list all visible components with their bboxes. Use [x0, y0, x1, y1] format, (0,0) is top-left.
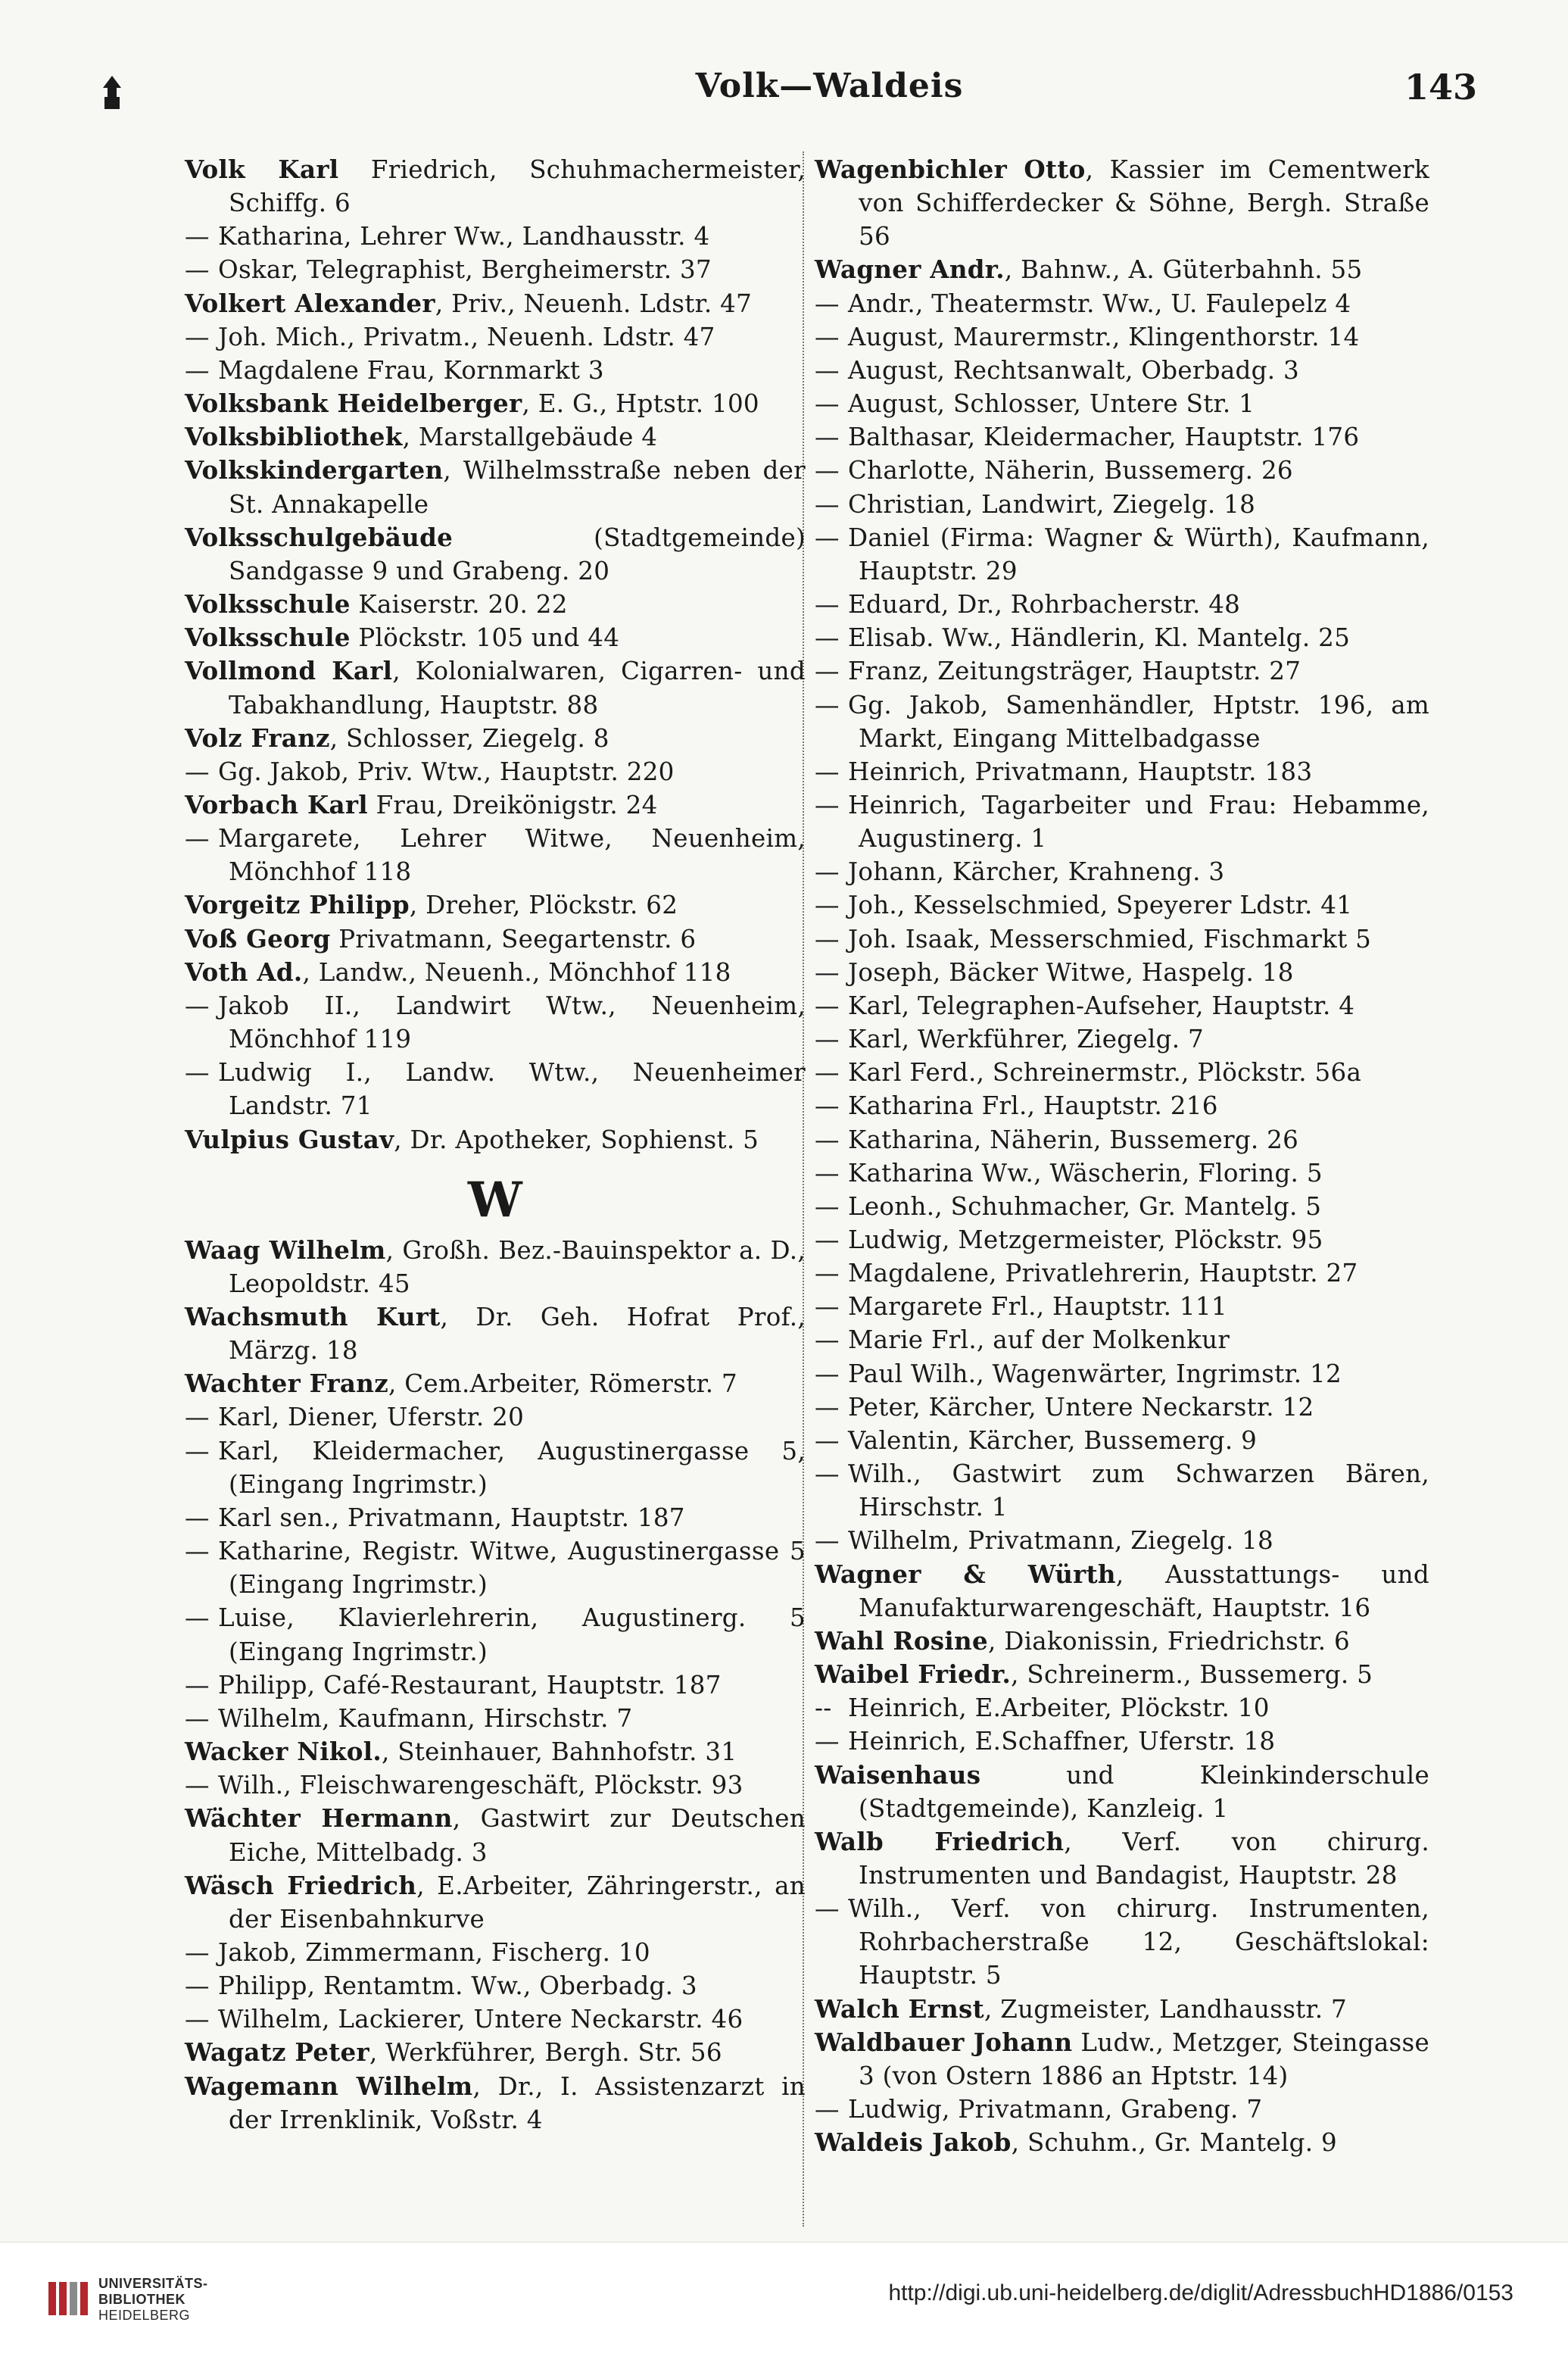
entry-details: Wilh., Gastwirt zum Schwarzen Bären, Hirschstr. 1	[848, 1459, 1429, 1522]
directory-entry	[185, 1501, 806, 1534]
entry-details: Friedrich, Schuhmachermeister, Schiffg. 6	[229, 155, 806, 218]
repeat-dash: --	[815, 1693, 832, 1723]
entry-details: Magdalene Frau, Kornmarkt 3	[218, 355, 604, 385]
repeat-dash: —	[815, 1191, 840, 1221]
directory-entry	[185, 1601, 806, 1668]
directory-entry	[815, 654, 1429, 688]
repeat-dash: —	[815, 489, 840, 519]
directory-entry	[815, 755, 1429, 788]
entry-details: Gg. Jakob, Priv. Wtw., Hauptstr. 220	[218, 757, 675, 786]
entry-details: Jakob, Zimmermann, Fischerg. 10	[218, 1937, 650, 1967]
pointing-hand-icon	[97, 74, 127, 112]
entry-name: Wagatz Peter	[185, 2037, 369, 2068]
entry-details: , Cem.Arbeiter, Römerstr. 7	[388, 1369, 737, 1399]
repeat-dash: —	[815, 1325, 840, 1355]
directory-entry	[815, 153, 1429, 253]
library-logo-text	[98, 2276, 208, 2324]
entry-name: Wacker Nikol.	[185, 1737, 382, 1767]
directory-entry	[185, 387, 806, 420]
entry-details: Joh. Isaak, Messerschmied, Fischmarkt 5	[848, 924, 1372, 954]
directory-entry	[185, 1802, 806, 1868]
entry-name: Wagner & Würth	[815, 1559, 1116, 1589]
entry-details: , Bahnw., A. Güterbahnh. 55	[1004, 255, 1363, 285]
directory-entry	[815, 588, 1429, 621]
repeat-dash: —	[185, 322, 210, 351]
entry-details: Magdalene, Privatlehrerin, Hauptstr. 27	[848, 1259, 1358, 1288]
entry-details: , Schreinerm., Bussemerg. 5	[1011, 1660, 1373, 1690]
repeat-dash: —	[815, 690, 840, 719]
directory-entry	[815, 287, 1429, 320]
entry-name: Waldbauer Johann	[815, 2027, 1073, 2057]
entry-details: Karl, Telegraphen-Aufseher, Hauptstr. 4	[848, 991, 1355, 1020]
directory-entry	[185, 354, 806, 387]
directory-entry	[815, 1759, 1429, 1825]
repeat-dash: —	[815, 1259, 840, 1288]
entry-details: , Schuhm., Gr. Mantelg. 9	[1011, 2128, 1337, 2158]
repeat-dash: —	[185, 355, 210, 385]
entry-name: Waag Wilhelm	[185, 1235, 386, 1265]
directory-entry	[815, 521, 1429, 588]
entry-details: Johann, Kärcher, Krahneng. 3	[848, 857, 1225, 887]
directory-entry	[815, 1357, 1429, 1391]
entry-details: Wilhelm, Kaufmann, Hirschstr. 7	[218, 1703, 633, 1733]
entry-details: Charlotte, Näherin, Bussemerg. 26	[848, 456, 1293, 485]
repeat-dash: —	[815, 957, 840, 987]
repeat-dash: —	[185, 1771, 210, 1800]
directory-entry	[185, 888, 806, 922]
entry-details: Karl Ferd., Schreinermstr., Plöckstr. 56a	[848, 1058, 1362, 1088]
directory-entry	[185, 1702, 806, 1735]
directory-entry	[815, 855, 1429, 888]
entry-name: Volksbibliothek	[185, 422, 403, 452]
entry-name: Wäsch Friedrich	[185, 1870, 417, 1900]
entry-name: Waibel Friedr.	[815, 1659, 1012, 1690]
directory-entry	[815, 320, 1429, 354]
repeat-dash: —	[815, 657, 840, 686]
repeat-dash: —	[185, 2005, 210, 2034]
entry-name: Volksschule	[185, 623, 351, 653]
repeat-dash: —	[815, 423, 840, 452]
entry-name: Wachter Franz	[185, 1369, 388, 1399]
entry-details: Wilhelm, Privatmann, Ziegelg. 18	[848, 1526, 1274, 1556]
page-number: 143	[1404, 67, 1477, 108]
entry-details: , Werkführer, Bergh. Str. 56	[369, 2038, 722, 2068]
directory-entry	[815, 1123, 1429, 1156]
directory-entry	[185, 521, 806, 588]
entry-name: Vulpius Gustav	[185, 1124, 394, 1154]
entry-details: Katharine, Registr. Witwe, Augustinergasse 5 (Eingang Ingrimstr.)	[218, 1537, 806, 1600]
entry-details: Katharina Ww., Wäscherin, Floring. 5	[848, 1158, 1323, 1188]
entry-details: Elisab. Ww., Händlerin, Kl. Mantelg. 25	[848, 623, 1351, 653]
entry-details: , Verf. von chirurg. Instrumenten und Bandagist, Hauptstr. 28	[859, 1827, 1429, 1890]
directory-entry	[185, 1869, 806, 1936]
directory-entry	[815, 1223, 1429, 1256]
directory-entry	[815, 488, 1429, 521]
entry-details: Philipp, Rentamtm. Ww., Oberbadg. 3	[218, 1971, 697, 2001]
entry-details: , Kassier im Cementwerk von Schifferdecker & Söhne, Bergh. Straße 56	[859, 155, 1429, 251]
repeat-dash: —	[815, 1025, 840, 1054]
directory-entry	[815, 1658, 1429, 1691]
entry-details: August, Rechtsanwalt, Oberbadg. 3	[848, 355, 1299, 385]
entry-details: Jakob II., Landwirt Wtw., Neuenheim, Mönchhof 119	[218, 991, 806, 1054]
repeat-dash: —	[815, 1894, 840, 1924]
entry-details: Christian, Landwirt, Ziegelg. 18	[848, 489, 1256, 519]
entry-details: Leonh., Schuhmacher, Gr. Mantelg. 5	[848, 1191, 1322, 1221]
directory-entry	[815, 2093, 1429, 2126]
entry-details: , Großh. Bez.-Bauinspektor a. D., Leopoldstr. 45	[229, 1235, 806, 1298]
entry-details: August, Schlosser, Untere Str. 1	[848, 389, 1255, 419]
repeat-dash: —	[815, 623, 840, 653]
entry-name: Waldeis Jakob	[815, 2127, 1012, 2158]
entry-name: Walb Friedrich	[815, 1826, 1065, 1856]
entry-details: , Dr. Apotheker, Sophienst. 5	[394, 1125, 759, 1154]
directory-entry	[815, 956, 1429, 989]
entry-details: Andr., Theatermstr. Ww., U. Faulepelz 4	[848, 289, 1351, 318]
directory-entry	[185, 1668, 806, 1702]
directory-entry	[185, 1534, 806, 1601]
entry-details: Oskar, Telegraphist, Bergheimerstr. 37	[218, 255, 712, 285]
repeat-dash: —	[185, 1937, 210, 1967]
directory-entry	[815, 1524, 1429, 1557]
directory-entry	[815, 253, 1429, 286]
entry-name: Vorgeitz Philipp	[185, 890, 410, 920]
directory-entry	[815, 1089, 1429, 1122]
directory-entry	[815, 621, 1429, 654]
directory-entry	[185, 220, 806, 253]
directory-entry	[185, 755, 806, 788]
directory-entry	[815, 1424, 1429, 1457]
entry-details: Heinrich, Tagarbeiter und Frau: Hebamme, Augustinerg. 1	[848, 790, 1429, 854]
directory-entry	[815, 1323, 1429, 1356]
directory-entry	[815, 2026, 1429, 2093]
entry-details: Balthasar, Kleidermacher, Hauptstr. 176	[848, 423, 1360, 452]
entry-details: Karl, Werkführer, Ziegelg. 7	[848, 1025, 1204, 1054]
entry-details: , Dr., I. Assistenzarzt in der Irrenklinik, Voßstr. 4	[229, 2071, 806, 2134]
repeat-dash: —	[185, 1670, 210, 1700]
entry-details: Joh., Kesselschmied, Speyerer Ldstr. 41	[848, 891, 1353, 920]
entry-details: , Steinhauer, Bahnhofstr. 31	[381, 1737, 737, 1767]
directory-entry	[815, 1290, 1429, 1323]
directory-entry	[815, 1625, 1429, 1658]
repeat-dash: —	[185, 1058, 210, 1088]
page-header	[182, 67, 1477, 120]
entry-details: Kaiserstr. 20. 22	[350, 590, 568, 620]
directory-entry	[185, 654, 806, 721]
entry-details: , Diakonissin, Friedrichstr. 6	[987, 1626, 1351, 1656]
directory-entry	[815, 454, 1429, 487]
directory-entry	[815, 888, 1429, 922]
directory-entry	[815, 387, 1429, 420]
directory-entry	[815, 1825, 1429, 1892]
directory-entry	[185, 1056, 806, 1122]
directory-entry	[815, 788, 1429, 855]
source-url-link[interactable]: http://digi.ub.uni-heidelberg.de/diglit/AdressbuchHD1886/0153	[888, 2280, 1513, 2305]
entry-details: , E. G., Hptstr. 100	[522, 389, 759, 419]
repeat-dash: —	[815, 523, 840, 552]
entry-name: Wagemann Wilhelm	[185, 2071, 473, 2101]
directory-entry	[815, 420, 1429, 454]
repeat-dash: —	[815, 1392, 840, 1422]
directory-entry	[185, 1969, 806, 2002]
repeat-dash: —	[185, 1503, 210, 1532]
repeat-dash: —	[815, 857, 840, 887]
entry-name: Voß Georg	[185, 923, 331, 954]
repeat-dash: —	[815, 1425, 840, 1455]
entry-details: , Marstallgebäude 4	[402, 423, 658, 452]
directory-entry	[185, 722, 806, 755]
directory-entry	[185, 253, 806, 286]
directory-entry	[185, 454, 806, 520]
directory-entry	[185, 956, 806, 989]
entry-details: Privatmann, Seegartenstr. 6	[330, 924, 697, 954]
directory-entry	[815, 1256, 1429, 1290]
entry-details: , E.Arbeiter, Zähringerstr., an der Eisenbahnkurve	[229, 1871, 806, 1934]
entry-details: , Dr. Geh. Hofrat Prof., Märzg. 18	[229, 1303, 806, 1366]
repeat-dash: —	[815, 1058, 840, 1088]
entry-name: Volksbank Heidelberger	[185, 389, 522, 419]
entry-details: Karl sen., Privatmann, Hauptstr. 187	[218, 1503, 685, 1532]
directory-entry	[185, 922, 806, 956]
directory-entry	[185, 1768, 806, 1802]
repeat-dash: —	[815, 322, 840, 351]
entry-name: Volksschule	[185, 589, 351, 620]
repeat-dash: —	[815, 1091, 840, 1121]
directory-entry	[185, 420, 806, 454]
repeat-dash: —	[815, 991, 840, 1020]
directory-entry	[185, 588, 806, 621]
entry-name: Volk Karl	[185, 155, 339, 184]
entry-name: Volz Franz	[185, 723, 330, 753]
entry-details: Wilhelm, Lackierer, Untere Neckarstr. 46	[218, 2005, 743, 2034]
repeat-dash: —	[815, 790, 840, 819]
repeat-dash: —	[815, 1359, 840, 1388]
repeat-dash: —	[185, 1403, 210, 1432]
entry-details: , Wilhelmsstraße neben der St. Annakapelle	[229, 456, 806, 519]
entry-details: Plöckstr. 105 und 44	[350, 623, 620, 653]
directory-entry	[185, 1123, 806, 1156]
entry-details: , Priv., Neuenh. Ldstr. 47	[435, 289, 753, 318]
logo-line-3: HEIDELBERG	[98, 2308, 191, 2323]
entry-name: Wagner Andr.	[815, 254, 1005, 285]
entry-details: Valentin, Kärcher, Bussemerg. 9	[848, 1425, 1258, 1455]
directory-entry	[815, 1156, 1429, 1190]
directory-entry	[815, 1558, 1429, 1625]
entry-name: Volkert Alexander	[185, 288, 435, 318]
directory-entry	[815, 2126, 1429, 2159]
directory-entry	[815, 1056, 1429, 1089]
repeat-dash: —	[815, 1125, 840, 1154]
entry-name: Wagenbichler Otto	[815, 155, 1086, 184]
entry-details: , Zugmeister, Landhausstr. 7	[984, 1994, 1348, 2024]
directory-entry	[815, 1691, 1429, 1725]
repeat-dash: —	[815, 389, 840, 419]
directory-entry	[815, 688, 1429, 755]
entry-details: Franz, Zeitungsträger, Hauptstr. 27	[848, 657, 1301, 686]
entry-name: Walch Ernst	[815, 1993, 984, 2024]
directory-entry	[815, 1457, 1429, 1524]
repeat-dash: —	[815, 924, 840, 954]
directory-entry	[815, 1993, 1429, 2026]
entry-details: Marie Frl., auf der Molkenkur	[848, 1325, 1230, 1355]
repeat-dash: —	[815, 1292, 840, 1322]
directory-entry	[185, 989, 806, 1056]
entry-name: Volksschulgebäude	[185, 522, 454, 552]
entry-name: Wahl Rosine	[815, 1625, 988, 1656]
repeat-dash: —	[815, 1225, 840, 1254]
entry-details: Heinrich, Privatmann, Hauptstr. 183	[848, 757, 1313, 786]
entry-details: , Schlosser, Ziegelg. 8	[329, 723, 609, 753]
directory-entry	[815, 354, 1429, 387]
entry-details: Ludw., Metzger, Steingasse 3 (von Ostern 1886 an Hptstr. 14)	[859, 2027, 1429, 2090]
directory-entry	[185, 621, 806, 654]
entry-details: Karl, Diener, Uferstr. 20	[218, 1403, 525, 1432]
repeat-dash: —	[185, 824, 210, 854]
entry-details: und Kleinkinderschule (Stadtgemeinde), Kanzleig. 1	[859, 1760, 1429, 1823]
directory-entry	[815, 1022, 1429, 1056]
left-column	[185, 153, 806, 2137]
entry-details: Katharina, Näherin, Bussemerg. 26	[848, 1125, 1299, 1154]
entry-details: Heinrich, E.Arbeiter, Plöckstr. 10	[848, 1693, 1270, 1723]
directory-entry	[185, 2070, 806, 2137]
entry-details: August, Maurermstr., Klingenthorstr. 14	[848, 322, 1360, 351]
entry-name: Voth Ad.	[185, 957, 303, 987]
directory-entry	[185, 287, 806, 320]
entry-details: Joseph, Bäcker Witwe, Haspelg. 18	[848, 957, 1294, 987]
directory-entry	[815, 1892, 1429, 1992]
entry-details: , Landw., Neuenh., Mönchhof 118	[302, 957, 731, 987]
entry-name: Vollmond Karl	[185, 656, 393, 686]
entry-name: Vorbach Karl	[185, 789, 368, 819]
entry-details: Heinrich, E.Schaffner, Uferstr. 18	[848, 1727, 1276, 1756]
entry-details: , Gastwirt zur Deutschen Eiche, Mittelbadg. 3	[229, 1804, 806, 1867]
entry-details: Wilh., Fleischwarengeschäft, Plöckstr. 93	[218, 1771, 743, 1800]
directory-entry	[815, 989, 1429, 1022]
entry-details: Frau, Dreikönigstr. 24	[367, 790, 658, 819]
entry-details: Peter, Kärcher, Untere Neckarstr. 12	[848, 1392, 1314, 1422]
entry-details: Ludwig I., Landw. Wtw., Neuenheimer Landstr. 71	[218, 1058, 806, 1121]
running-title: Volk—Waldeis	[695, 67, 964, 105]
entry-details: Ludwig, Metzgermeister, Plöckstr. 95	[848, 1225, 1323, 1254]
entry-details: Philipp, Café-Restaurant, Hauptstr. 187	[218, 1670, 722, 1700]
directory-entry	[185, 1400, 806, 1434]
entry-name: Waisenhaus	[815, 1759, 981, 1790]
entry-details: Wilh., Verf. von chirurg. Instrumenten, Rohrbacherstraße 12, Geschäftslokal: Hauptstr. 5	[848, 1894, 1429, 1990]
entry-details: Katharina, Lehrer Ww., Landhausstr. 4	[218, 222, 710, 251]
repeat-dash: —	[185, 1537, 210, 1566]
entry-details: Joh. Mich., Privatm., Neuenh. Ldstr. 47	[218, 322, 715, 351]
entry-details: , Dreher, Plöckstr. 62	[409, 891, 678, 920]
repeat-dash: —	[815, 757, 840, 786]
entry-details: Luise, Klavierlehrerin, Augustinerg. 5 (Eingang Ingrimstr.)	[218, 1603, 806, 1666]
repeat-dash: —	[185, 255, 210, 285]
entry-name: Wachsmuth Kurt	[185, 1302, 441, 1331]
directory-entry	[185, 1735, 806, 1768]
directory-entry	[815, 1725, 1429, 1758]
entry-name: Volkskindergarten	[185, 455, 444, 485]
directory-entry	[185, 1234, 806, 1300]
repeat-dash: —	[185, 991, 210, 1020]
directory-entry	[815, 922, 1429, 956]
university-library-logo	[45, 2276, 91, 2321]
repeat-dash: —	[815, 1526, 840, 1556]
repeat-dash: —	[815, 355, 840, 385]
entry-details: Karl, Kleidermacher, Augustinergasse 5, (Eingang Ingrimstr.)	[218, 1436, 806, 1499]
repeat-dash: —	[815, 1727, 840, 1756]
logo-line-2: BIBLIOTHEK	[98, 2292, 185, 2307]
repeat-dash: —	[815, 289, 840, 318]
directory-entry	[185, 822, 806, 888]
repeat-dash: —	[815, 590, 840, 620]
directory-entry	[185, 153, 806, 220]
directory-entry	[185, 320, 806, 354]
right-column	[815, 153, 1429, 2159]
entry-details: Ludwig, Privatmann, Grabeng. 7	[848, 2095, 1263, 2124]
directory-entry	[185, 1936, 806, 1969]
directory-entry	[185, 1367, 806, 1400]
entry-details: Gg. Jakob, Samenhändler, Hptstr. 196, am Markt, Eingang Mittelbadgasse	[848, 690, 1429, 753]
repeat-dash: —	[185, 1703, 210, 1733]
repeat-dash: —	[185, 1603, 210, 1633]
repeat-dash: —	[815, 456, 840, 485]
entry-details: Eduard, Dr., Rohrbacherstr. 48	[848, 590, 1241, 620]
entry-details: Paul Wilh., Wagenwärter, Ingrimstr. 12	[848, 1359, 1342, 1388]
directory-entry	[815, 1190, 1429, 1223]
repeat-dash: —	[815, 1158, 840, 1188]
footer-bar	[0, 2242, 1568, 2366]
directory-entry	[185, 1300, 806, 1367]
entry-details: (Stadtgemeinde) Sandgasse 9 und Grabeng. 20	[229, 523, 806, 585]
entry-details: , Kolonialwaren, Cigarren- und Tabakhandlung, Hauptstr. 88	[229, 657, 806, 719]
directory-entry	[185, 1434, 806, 1501]
repeat-dash: —	[185, 1971, 210, 2001]
entry-name: Wächter Hermann	[185, 1803, 453, 1834]
repeat-dash: —	[815, 2095, 840, 2124]
directory-entry	[185, 2002, 806, 2036]
repeat-dash: —	[185, 757, 210, 786]
entry-details: Margarete, Lehrer Witwe, Neuenheim, Mönchhof 118	[218, 824, 806, 887]
repeat-dash: —	[185, 1436, 210, 1465]
directory-entry	[815, 1391, 1429, 1424]
repeat-dash: —	[815, 1459, 840, 1489]
entry-details: , Ausstattungs- und Manufakturwarengeschäft, Hauptstr. 16	[859, 1559, 1429, 1622]
repeat-dash: —	[185, 222, 210, 251]
directory-entry	[185, 788, 806, 822]
entry-details: Daniel (Firma: Wagner & Würth), Kaufmann, Hauptstr. 29	[848, 523, 1429, 585]
directory-entry	[185, 2036, 806, 2069]
entry-details: Margarete Frl., Hauptstr. 111	[848, 1292, 1227, 1322]
section-letter: W	[467, 1171, 523, 1228]
logo-line-1: UNIVERSITÄTS-	[98, 2276, 208, 2291]
entry-details: Katharina Frl., Hauptstr. 216	[848, 1091, 1218, 1121]
repeat-dash: —	[815, 891, 840, 920]
